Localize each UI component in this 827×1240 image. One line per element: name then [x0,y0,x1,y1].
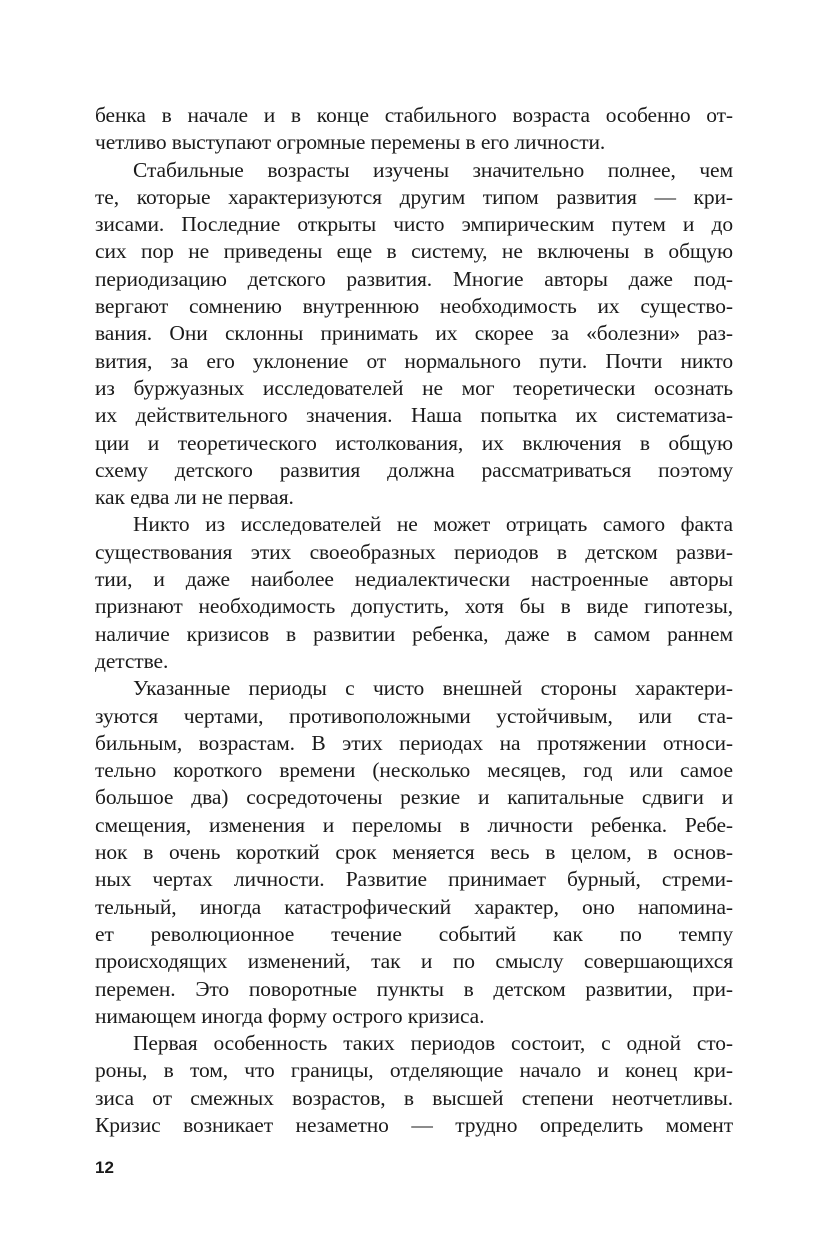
text-line: ных чертах личности. Развитие принимает бурный, стреми- [95,867,733,892]
text-line: вания. Они склонны принимать их скорее за «болезни» раз- [95,321,733,346]
text-line: из буржуазных исследователей не мог теоретически осознать [95,375,733,400]
text-line: бенка в начале и в конце стабильного возраста особенно от- [95,103,733,127]
text-line: сих пор не приведены еще в систему, не включены в общую [95,239,733,264]
text-line: наличие кризисов в развитии ребенка, даже в самом раннем [95,621,733,646]
text-line: как едва ли не первая. [95,485,294,510]
text-line: нок в очень короткий срок меняется весь в целом, в основ- [95,840,733,865]
text-line: Первая особенность таких периодов состоит, с одной сто- [133,1031,733,1056]
text-line: Указанные периоды с чисто внешней стороны характери- [133,676,733,701]
body-text [95,102,733,1139]
text-line: зисами. Последние открыты чисто эмпирическим путем и до [95,212,733,237]
text-line: вергают сомнению внутреннюю необходимость их существо- [95,294,733,319]
text-line: большое два) сосредоточены резкие и капитальные сдвиги и [95,785,733,810]
text-line: бильным, возрастам. В этих периодах на протяжении относи- [95,730,733,755]
text-line: те, которые характеризуются другим типом развития — кри- [95,184,733,209]
text-line: нимающем иногда форму острого кризиса. [95,1003,485,1028]
page-number: 12 [95,1158,114,1177]
text-line: их действительного значения. Наша попытка их систематиза- [95,403,733,428]
text-line: тельный, иногда катастрофический характер, оно напомина- [95,894,733,919]
text-line: роны, в том, что границы, отделяющие начало и конец кри- [95,1058,733,1083]
text-line: ет революционное течение событий как по темпу [95,921,733,946]
text-line: зиса от смежных возрастов, в высшей степени неотчетливы. [95,1085,733,1110]
text-line: тельно короткого времени (несколько месяцев, год или самое [95,758,733,783]
text-line: происходящих изменений, так и по смыслу совершающихся [95,949,733,974]
text-line: существования этих своеобразных периодов в детском разви- [95,539,733,564]
text-line: Никто из исследователей не может отрицать самого факта [133,512,733,537]
text-line: вития, за его уклонение от нормального пути. Почти никто [95,348,733,373]
text-line: тии, и даже наиболее недиалектически настроенные авторы [95,567,733,592]
text-line: схему детского развития должна рассматриваться поэтому [95,457,733,482]
text-line: Стабильные возрасты изучены значительно полнее, чем [133,157,733,182]
text-line: смещения, изменения и переломы в личности ребенка. Ребе- [95,812,733,837]
text-line: четливо выступают огромные перемены в его личности. [95,130,606,155]
text-line: периодизацию детского развития. Многие авторы даже под- [95,266,733,291]
text-line: детстве. [95,648,169,673]
text-line: перемен. Это поворотные пункты в детском развитии, при- [95,976,733,1001]
text-line: признают необходимость допустить, хотя бы в виде гипотезы, [95,594,733,619]
text-line: ции и теоретического истолкования, их включения в общую [95,430,733,455]
text-line: зуются чертами, противоположными устойчивым, или ста- [95,703,733,728]
text-line: Кризис возникает незаметно — трудно определить момент [95,1112,733,1137]
